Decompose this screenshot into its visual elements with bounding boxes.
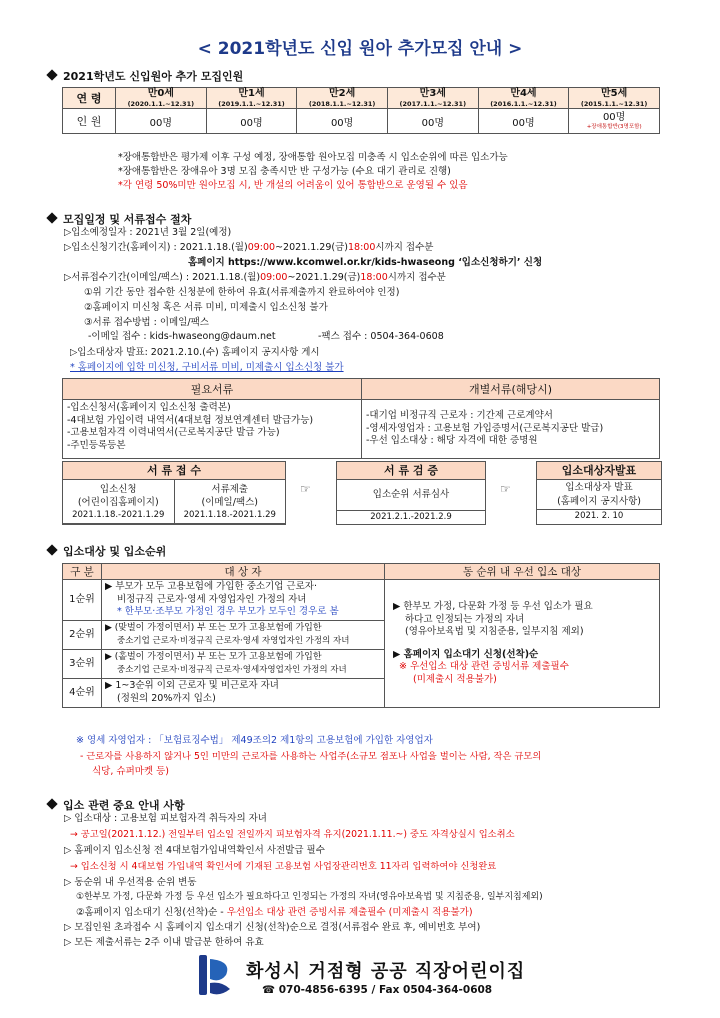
section-heading-important: 입소 관련 중요 안내 사항 <box>48 797 185 813</box>
self-employed-note: 식당, 슈퍼마켓 등) <box>92 766 170 777</box>
hand-arrow-icon: ☞ <box>300 482 311 496</box>
process-item-title: 입소신청 <box>99 484 137 495</box>
age-range: (2016.1.1.~12.31) <box>490 100 557 108</box>
diamond-bullet-icon <box>46 69 57 80</box>
process-step-header: 서 류 검 증 <box>337 462 485 480</box>
table-row <box>63 580 660 621</box>
rank-cell: 1순위 <box>63 580 102 621</box>
priority-warning: (미제출시 적용불가) <box>413 673 497 685</box>
rank-cell: 3순위 <box>63 650 102 679</box>
schedule-line: ▷서류접수기간(이메일/팩스) : 2021.1.18.(월)09:00~2021.1.29(금)18:00시까지 접수분 <box>64 272 446 283</box>
table-row <box>63 564 660 580</box>
process-step-dates <box>62 508 286 524</box>
age-label: 만4세 <box>510 88 537 99</box>
count-cell: 00명 <box>116 109 207 134</box>
schedule-line: ②홈페이지 미신청 혹은 서류 미비, 미제출시 입소신청 불가 <box>84 302 328 313</box>
list-item: -주민등록등본 <box>67 439 126 451</box>
age-label: 만2세 <box>329 88 356 99</box>
age-label: 만3세 <box>419 88 446 99</box>
list-item: -입소신청서(홈페이지 입소신청 출력본) <box>67 402 231 413</box>
age-range: (2018.1.1.~12.31) <box>308 100 376 108</box>
age-row-label: 연 령 <box>63 88 116 109</box>
target-line: ▶ 1~3순위 이외 근로자 및 비근로자 자녀 <box>105 680 279 691</box>
process-date: 2021.1.18.-2021.1.29 <box>183 510 276 520</box>
email-contact[interactable]: -이메일 접수 : kids-hwaseong@daum.net <box>88 331 276 342</box>
notice-line: ▷ 동순위 내 우선적용 순위 변동 <box>64 877 197 888</box>
process-step-header: 입소대상자발표 <box>537 462 661 480</box>
page-title: < 2021학년도 신입 원아 추가모집 안내 > <box>197 39 523 59</box>
process-item-title: 서류제출 <box>211 484 249 495</box>
hand-arrow-icon: ☞ <box>500 482 511 496</box>
process-item-title: 입소대상자 발표 <box>565 482 633 493</box>
count-cell <box>569 109 660 134</box>
schedule-line: ▷입소예정일자 : 2021년 3월 2일(예정) <box>64 227 232 238</box>
documents-table <box>62 378 660 459</box>
schedule-line: ①위 기간 동안 접수한 신청분에 한하여 유효(서류제출까지 완료하여야 인정) <box>84 287 400 298</box>
target-line: 중소기업 근로자·비정규직 근로자·영세자영업자인 가정의 자녀 <box>117 664 347 675</box>
daycare-logo-icon <box>196 953 236 997</box>
priority-table <box>62 563 660 708</box>
notice-line: ▷ 모든 제출서류는 2주 이내 발급분 한하여 유효 <box>64 937 264 948</box>
age-range: (2017.1.1.~12.31) <box>399 100 467 108</box>
notice-line: ②홈페이지 입소대기 신청(선착)순 - 우선입소 대상 관련 증빙서류 제출필수 (미제출시 적용불가) <box>76 907 473 918</box>
age-range: (2020.1.1.~12.31) <box>127 100 195 108</box>
fax-contact: -팩스 접수 : 0504-364-0608 <box>318 331 444 342</box>
process-date: 2021.2.1.-2021.2.9 <box>370 512 452 522</box>
age-label: 만5세 <box>601 88 628 99</box>
schedule-line: ▷입소대상자 발표: 2021.2.10.(수) 홈페이지 공지사항 게시 <box>70 347 320 358</box>
section-heading-priority: 입소대상 및 입소순위 <box>48 543 166 559</box>
process-item-sub: (어린이집홈페이지) <box>77 497 159 508</box>
notice-line-warning: → 입소신청 시 4대보험 가입내역 확인서에 기재된 고용보험 사업장관리번호 11자리 입력하여야 신청완료 <box>70 861 497 872</box>
target-line: ▶ (맞벌이 가정이면서) 부 또는 모가 고용보험에 가입한 <box>105 623 322 633</box>
list-item: -대기업 비정규직 근로자 : 기간제 근로계약서 <box>366 410 553 422</box>
rank-cell: 2순위 <box>63 621 102 650</box>
section-heading-recruit: 2021학년도 신입원아 추가 모집인원 <box>48 68 243 84</box>
process-item-sub: (이메일/팩스) <box>201 497 258 508</box>
count-cell: 00명 <box>297 109 388 134</box>
age-label: 만0세 <box>147 88 174 99</box>
notice-line: ①한부모 가정, 다문화 가정 등 우선 입소가 필요하다고 인정되는 가정의 자녀(영유아보육법 및 지침준용, 일부지침제외) <box>76 892 543 902</box>
diamond-bullet-icon <box>46 544 57 555</box>
diamond-bullet-icon <box>46 798 57 809</box>
schedule-warning: * 홈페이지에 입학 미신청, 구비서류 미비, 미제출시 입소신청 불가 <box>70 362 344 373</box>
notice-line: ▷ 홈페이지 입소신청 전 4대보험가입내역확인서 사전발급 필수 <box>64 845 325 856</box>
priority-line: (영유아보육법 및 지침준용, 일부지침 제외) <box>405 626 584 637</box>
schedule-line: ③서류 접수방법 : 이메일/팩스 <box>84 317 209 328</box>
notice-line-warning: → 공고일(2021.1.12.) 전일부터 입소일 전일까지 피보험자격 유지(2021.1.11.~) 중도 자격상실시 입소취소 <box>70 829 515 840</box>
recruit-table <box>62 87 660 134</box>
process-step-announce <box>536 461 662 525</box>
note-line: *장애통합반은 평가제 이후 구성 예정, 장애통합 원아모집 미충족 시 입소순위에 따른 입소가능 <box>118 152 508 163</box>
age-range: (2019.1.1.~12.31) <box>218 100 285 108</box>
note-line-warning: *각 연령 50%미만 원아모집 시, 반 개설의 어려움이 있어 통합반으로 운영될 수 있음 <box>118 180 468 191</box>
self-employed-note: ※ 영세 자영업자 : 「보험료징수법」 제49조의2 제1항의 고용보험에 가입한 자영업자 <box>76 735 433 746</box>
notice-line: ▷ 모집인원 초과접수 시 홈페이지 입소대기 신청(선착)순으로 결정(서류접수 완료 후, 예비번호 부여) <box>64 922 481 933</box>
process-date: 2021.1.18.-2021.1.29 <box>63 508 175 523</box>
section-heading-schedule: 모집일정 및 서류접수 절차 <box>48 211 191 227</box>
count-note: +장애통합반(3명포함) <box>586 123 642 130</box>
table-row <box>63 400 660 459</box>
target-line: ▶ (홑벌이 가정이면서) 부 또는 모가 고용보험에 가입한 <box>105 652 322 662</box>
diamond-bullet-icon <box>46 212 57 223</box>
target-note: * 한부모·조부모 가정인 경우 부모가 모두인 경우로 봄 <box>117 606 339 617</box>
footer-daycare-name: 화성시 거점형 공공 직장어린이집 <box>246 961 526 982</box>
process-step-header: 서 류 접 수 <box>63 462 285 480</box>
list-item: -영세자영업자 : 고용보험 가입증명서(근로복지공단 발급) <box>366 422 604 434</box>
target-line: ▶ 부모가 모두 고용보험에 가입한 중소기업 근로자· <box>105 581 317 592</box>
count-value: 00명 <box>602 111 626 123</box>
process-step-verify <box>336 461 486 525</box>
target-line: (정원의 20%까지 입소) <box>117 692 216 704</box>
target-line: 중소기업 근로자·비정규직 근로자·영세 자영업자인 가정의 자녀 <box>117 635 350 646</box>
col-rank-header: 구 분 <box>63 564 102 580</box>
individual-docs-header: 개별서류(해당시) <box>362 379 660 400</box>
note-line: *장애통합반은 장애유아 3명 모집 충족시만 반 구성가능 (수요 대기 관리로 진행) <box>118 166 451 177</box>
priority-line: 하다고 인정되는 가정의 자녀 <box>405 613 525 625</box>
col-priority-header: 동 순위 내 우선 입소 대상 <box>385 564 660 580</box>
schedule-line: ▷입소신청기간(홈페이지) : 2021.1.18.(월)09:00~2021.1.29(금)18:00시까지 접수분 <box>64 242 434 253</box>
self-employed-note: - 근로자를 사용하지 않거나 5인 미만의 근로자를 사용하는 사업주(소규모 점포나 사업을 벌이는 사람, 작은 규모의 <box>80 751 542 762</box>
homepage-url[interactable]: 홈페이지 https://www.kcomwel.or.kr/kids-hwaseong ‘입소신청하기’ 신청 <box>188 257 543 268</box>
target-line: 비정규직 근로자·영세 자영업자인 가정의 자녀 <box>117 593 307 605</box>
required-docs-header: 필요서류 <box>63 379 362 400</box>
count-cell: 00명 <box>478 109 569 134</box>
footer-contact: ☎ 070-4856-6395 / Fax 0504-364-0608 <box>262 984 493 996</box>
table-row <box>63 88 660 109</box>
col-target-header: 대 상 자 <box>102 564 385 580</box>
process-item-sub: (홈페이지 공지사항) <box>557 496 641 507</box>
table-row <box>63 379 660 400</box>
priority-line: ▶ 한부모 가정, 다문화 가정 등 우선 입소가 필요 <box>393 601 593 612</box>
priority-warning: ※ 우선입소 대상 관련 증빙서류 제출필수 <box>399 661 569 672</box>
count-cell: 00명 <box>206 109 297 134</box>
notice-line: ▷ 입소대상 : 고용보험 피보험자격 취득자의 자녀 <box>64 813 267 824</box>
rank-cell: 4순위 <box>63 679 102 708</box>
age-label: 만1세 <box>238 88 265 99</box>
count-row-label: 인 원 <box>63 109 116 134</box>
process-item-title: 입소순위 서류심사 <box>337 480 485 511</box>
table-row <box>63 109 660 134</box>
list-item: -우선 입소대상 : 해당 자격에 대한 증명원 <box>366 435 538 447</box>
list-item: -고용보험자격 이력내역서(근로복지공단 발급 가능) <box>67 427 280 438</box>
process-date: 2021. 2. 10 <box>574 511 624 521</box>
list-item: -4대보험 가입이력 내역서(4대보험 정보연계센터 발급가능) <box>67 414 314 426</box>
priority-line: ▶ 홈페이지 입소대기 신청(선착)순 <box>393 648 539 660</box>
age-range: (2015.1.1.~12.31) <box>580 100 648 108</box>
count-cell: 00명 <box>387 109 478 134</box>
